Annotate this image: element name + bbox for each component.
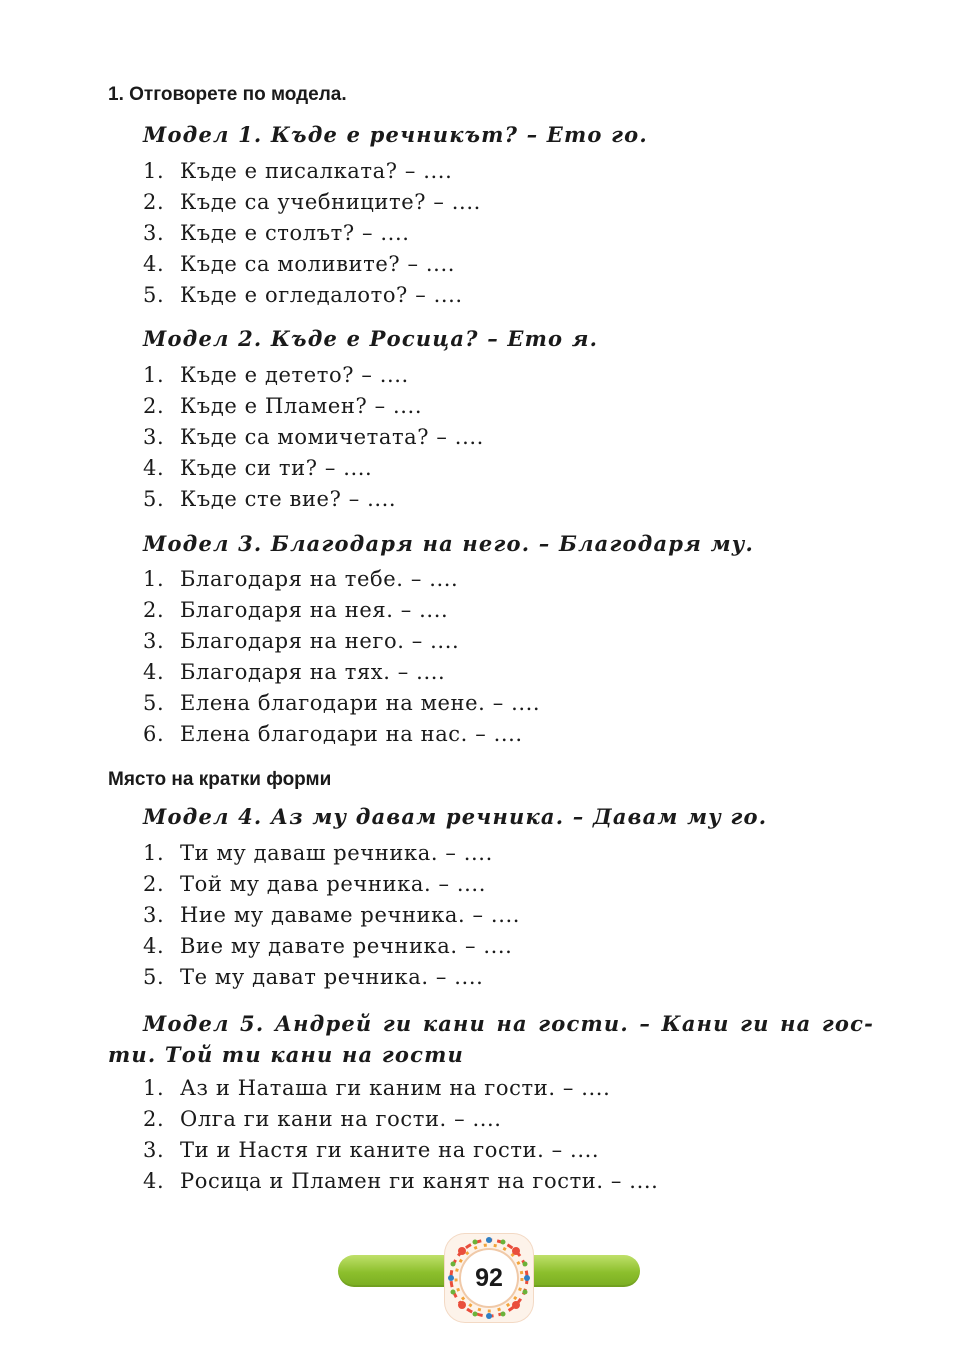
item-number: 3. (143, 425, 165, 449)
model-5-title (108, 1008, 874, 1070)
model-5-line-1: Модел 5. Андрей ги кани на гости. – Кани ги на гос- (143, 1011, 874, 1036)
item-number: 5. (143, 487, 165, 511)
model-2-title: Модел 2. Къде е Росица? – Ето я. (143, 326, 599, 351)
item-number: 4. (143, 934, 165, 958)
list-item (143, 1107, 502, 1131)
item-number: 4. (143, 456, 165, 480)
item-text: Къде сте вие? – .... (180, 487, 397, 511)
item-number: 4. (143, 660, 165, 684)
model-4-title: Модел 4. Аз му давам речника. – Давам му го. (143, 804, 768, 829)
item-text: Къде са момичетата? – .... (180, 425, 484, 449)
item-text: Те му дават речника. – .... (180, 965, 484, 989)
item-number: 1. (143, 1076, 165, 1100)
item-text: Вие му давате речника. – .... (180, 934, 513, 958)
item-number: 4. (143, 1169, 165, 1193)
list-item (143, 1138, 599, 1162)
item-text: Къде си ти? – .... (180, 456, 373, 480)
list-item (143, 425, 484, 449)
model-1-title: Модел 1. Къде е речникът? – Ето го. (143, 122, 648, 147)
item-number: 5. (143, 283, 165, 307)
item-text: Ти и Настя ги каните на гости. – .... (180, 1138, 600, 1162)
item-number: 1. (143, 159, 165, 183)
item-text: Къде е огледалото? – .... (180, 283, 463, 307)
item-text: Благодаря на тях. – .... (180, 660, 446, 684)
model-5-line-2: ти. Той ти кани на гости (108, 1042, 464, 1067)
list-item (143, 722, 523, 746)
list-item (143, 1076, 610, 1100)
item-text: Благодаря на тебе. – .... (180, 567, 459, 591)
item-number: 2. (143, 872, 165, 896)
list-item (143, 456, 372, 480)
list-item (143, 567, 458, 591)
page-number: 92 (461, 1250, 517, 1306)
list-item (143, 872, 486, 896)
exercise-heading: 1. Отговорете по модела. (108, 84, 347, 105)
item-number: 2. (143, 598, 165, 622)
list-item (143, 1169, 658, 1193)
list-item (143, 841, 493, 865)
list-item (143, 934, 512, 958)
item-text: Аз и Наташа ги каним на гости. – .... (180, 1076, 611, 1100)
item-number: 2. (143, 1107, 165, 1131)
list-item (143, 629, 459, 653)
list-item (143, 394, 422, 418)
item-text: Ти му даваш речника. – .... (180, 841, 493, 865)
item-number: 6. (143, 722, 165, 746)
item-text: Благодаря на него. – .... (180, 629, 460, 653)
item-text: Той му дава речника. – .... (180, 872, 486, 896)
item-text: Олга ги кани на гости. – .... (180, 1107, 502, 1131)
list-item (143, 190, 481, 214)
item-text: Елена благодари на мене. – .... (180, 691, 541, 715)
item-number: 5. (143, 691, 165, 715)
list-item (143, 598, 448, 622)
list-item (143, 660, 445, 684)
item-text: Къде е детето? – .... (180, 363, 409, 387)
list-item (143, 487, 396, 511)
list-item (143, 903, 520, 927)
item-number: 5. (143, 965, 165, 989)
item-text: Благодаря на нея. – .... (180, 598, 449, 622)
item-number: 1. (143, 841, 165, 865)
item-text: Росица и Пламен ги канят на гости. – .... (180, 1169, 659, 1193)
item-number: 1. (143, 363, 165, 387)
list-item (143, 252, 455, 276)
item-text: Къде са моливите? – .... (180, 252, 455, 276)
item-text: Елена благодари на нас. – .... (180, 722, 523, 746)
item-number: 3. (143, 903, 165, 927)
list-item (143, 691, 540, 715)
item-text: Къде са учебниците? – .... (180, 190, 481, 214)
list-item (143, 221, 410, 245)
list-item (143, 159, 452, 183)
list-item (143, 283, 463, 307)
list-item (143, 965, 483, 989)
item-text: Ние му даваме речника. – .... (180, 903, 521, 927)
item-number: 3. (143, 1138, 165, 1162)
item-number: 3. (143, 629, 165, 653)
item-number: 2. (143, 394, 165, 418)
item-text: Къде е писалката? – .... (180, 159, 453, 183)
item-text: Къде е столът? – .... (180, 221, 410, 245)
item-number: 1. (143, 567, 165, 591)
list-item (143, 363, 409, 387)
model-3-title: Модел 3. Благодаря на него. – Благодаря му. (143, 531, 755, 556)
item-number: 2. (143, 190, 165, 214)
item-number: 3. (143, 221, 165, 245)
item-text: Къде е Пламен? – .... (180, 394, 423, 418)
subheading: Място на кратки форми (108, 769, 332, 790)
item-number: 4. (143, 252, 165, 276)
